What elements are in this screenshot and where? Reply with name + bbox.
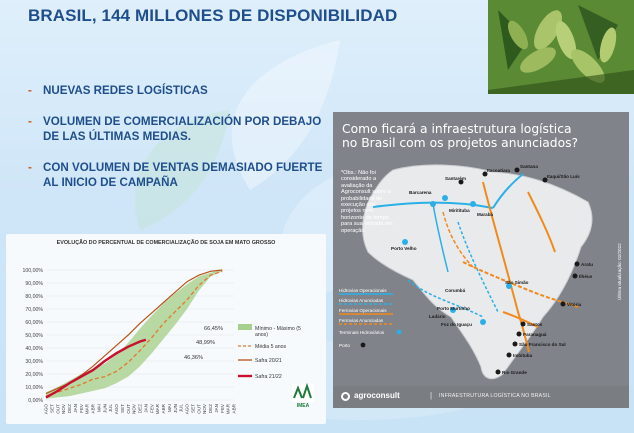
y-tick-label: 80,00% xyxy=(25,293,43,300)
map-footer xyxy=(333,386,629,408)
x-tick-label: JUL xyxy=(108,404,114,413)
map-footer-caption: INFRAESTRUTURA LOGÍSTICA NO BRASIL xyxy=(439,393,551,399)
x-tick-label: DEZ xyxy=(208,404,214,414)
map-update-note-text: Última atualização: 02/2022 xyxy=(617,243,622,300)
map-legend-label: Hidrovias Operacionais xyxy=(339,288,387,293)
x-tick-label: SET xyxy=(119,404,125,413)
x-tick-label: NOV xyxy=(131,404,137,414)
map-city-label: Ladário xyxy=(429,314,446,319)
map-city-label: Porto Velho xyxy=(391,246,417,251)
y-tick-label: 90,00% xyxy=(25,280,43,287)
y-tick-label: 30,00% xyxy=(25,358,43,365)
x-tick-label: JAN xyxy=(72,404,78,413)
map-city-label: Santana xyxy=(520,164,538,169)
map-city-label: Miritituba xyxy=(449,208,470,213)
map-legend-label: Ferrovias Operacionais xyxy=(339,308,387,313)
legend-label: Mínimo - Máximo (5 anos) xyxy=(255,325,301,338)
x-tick-label: OUT xyxy=(196,404,202,414)
bullet-list xyxy=(28,83,328,206)
map-update-note xyxy=(615,182,623,302)
x-tick-label: FEV xyxy=(149,404,155,413)
bullet-marker: - xyxy=(28,161,32,174)
agroconsult-logo-icon xyxy=(341,392,350,401)
legend-label: Média 5 anos xyxy=(255,343,287,350)
x-tick-label: JUN xyxy=(102,404,108,413)
bullet-marker: - xyxy=(28,84,32,97)
y-tick-label: 0,00% xyxy=(28,397,43,404)
x-tick-label: FEV xyxy=(219,404,225,413)
x-tick-label: SET xyxy=(49,404,55,413)
data-label: 46,36% xyxy=(184,355,203,361)
map-city-label: Marabá xyxy=(477,212,494,217)
x-tick-label: AGO xyxy=(43,404,49,415)
data-label: 48,99% xyxy=(196,340,215,346)
map-title-line: Como ficará a infraestrutura logística xyxy=(342,122,572,136)
map-city-label: Barcarena xyxy=(409,190,432,195)
soybean-plant-photo xyxy=(488,0,634,94)
x-tick-label: FEV xyxy=(78,404,84,413)
map-city-label: Itacoatiara xyxy=(487,168,510,173)
bullet-text: VOLUMEN DE COMERCIALIZACIÓN POR DEBAJO DE LAS ÚLTIMAS MEDIAS. xyxy=(43,115,322,143)
x-tick-label: ABR xyxy=(90,404,96,414)
y-tick-label: 60,00% xyxy=(25,319,43,326)
x-tick-label: NOV xyxy=(202,404,208,414)
series-line-0 xyxy=(46,271,222,396)
bullet-item xyxy=(28,114,328,144)
x-tick-label: MAR xyxy=(84,404,90,415)
map-legend-label: Porto xyxy=(339,343,350,348)
map-city-label: Ilhéus xyxy=(579,274,593,279)
legend-label: Safra 20/21 xyxy=(255,357,282,364)
map-city-label: Aratu xyxy=(581,262,593,267)
data-label: 66,45% xyxy=(204,326,223,332)
map-city-label: Corumbá xyxy=(445,288,466,293)
map-city-label: Santos xyxy=(527,322,543,327)
y-tick-label: 70,00% xyxy=(25,306,43,313)
x-tick-label: SET xyxy=(190,404,196,413)
x-tick-label: OUT xyxy=(125,404,131,414)
x-tick-label: MAI xyxy=(96,404,102,413)
map-city-label: Porto Murtinho xyxy=(437,306,470,311)
map-city-label: Paranaguá xyxy=(523,332,547,337)
map-city-label: Rio Grande xyxy=(502,370,527,375)
legend-swatch xyxy=(238,324,252,330)
chart-svg xyxy=(6,234,326,424)
x-tick-label: JUN xyxy=(172,404,178,413)
y-tick-label: 40,00% xyxy=(25,345,43,352)
x-tick-label: NOV xyxy=(61,404,67,414)
logistics-map-panel xyxy=(333,112,629,408)
map-city-label: São Simão xyxy=(505,280,529,285)
bullet-item xyxy=(28,83,328,98)
x-tick-label: JUL xyxy=(178,404,184,413)
map-legend-label: Hidrovias Anunciadas xyxy=(339,298,384,303)
y-tick-label: 10,00% xyxy=(25,384,43,391)
slide-title: BRASIL, 144 MILLONES DE DISPONIBILIDAD xyxy=(28,6,398,25)
x-tick-label: DEZ xyxy=(67,404,73,414)
map-city-label: Santarém xyxy=(445,176,466,181)
imea-logo-text: IMEA xyxy=(296,403,310,409)
chart-title: EVOLUÇÃO DO PERCENTUAL DE COMERCIALIZAÇÃO DE SOJA EM MATO GROSSO xyxy=(56,240,276,246)
bullet-text: CON VOLUMEN DE VENTAS DEMASIADO FUERTE AL INICIO DE CAMPAÑA xyxy=(43,161,323,189)
map-city-label: Foz do Iguaçu xyxy=(441,322,472,327)
x-tick-label: MAI xyxy=(166,404,172,413)
map-city-label: Vitória xyxy=(567,302,582,307)
map-city-label: Itaqui/São Luís xyxy=(547,174,580,179)
y-tick-label: 50,00% xyxy=(25,332,43,339)
map-title-line: no Brasil com os projetos anunciados? xyxy=(342,136,579,150)
map-city-label: Imbituba xyxy=(513,353,533,358)
x-tick-label: MAR xyxy=(225,404,231,415)
map-title xyxy=(342,122,624,150)
x-tick-label: DEZ xyxy=(137,404,143,414)
brazil-map xyxy=(333,112,629,408)
x-tick-label: AGO xyxy=(184,404,190,415)
commercialization-chart xyxy=(6,234,326,424)
map-legend-label: Ferrovias Anunciadas xyxy=(339,318,384,323)
agroconsult-brand: agroconsult xyxy=(354,391,400,400)
map-disclaimer-note: *Obs.: Não foi considerado a avaliação da Agroconsult sobre a probabilidade de execução dos projetos nem horizonte de tempo para sua entrada em operação. xyxy=(341,170,393,234)
x-tick-label: JAN xyxy=(213,404,219,413)
x-tick-label: AGO xyxy=(114,404,120,415)
x-tick-label: MAR xyxy=(155,404,161,415)
x-tick-label: ABR xyxy=(231,404,237,414)
bullet-text: NUEVAS REDES LOGÍSTICAS xyxy=(43,84,208,97)
x-tick-label: ABR xyxy=(161,404,167,414)
footer-separator: | xyxy=(430,391,433,400)
legend-label: Safra 21/22 xyxy=(255,373,282,380)
x-tick-label: JAN xyxy=(143,404,149,413)
bullet-marker: - xyxy=(28,115,32,128)
y-tick-label: 100,00% xyxy=(22,267,43,274)
map-legend-label: Terminais Hidroviários xyxy=(339,330,385,335)
map-city-label: São Francisco do Sul xyxy=(519,342,566,347)
x-tick-label: OUT xyxy=(55,404,61,414)
y-tick-label: 20,00% xyxy=(25,371,43,378)
bullet-item xyxy=(28,160,328,190)
